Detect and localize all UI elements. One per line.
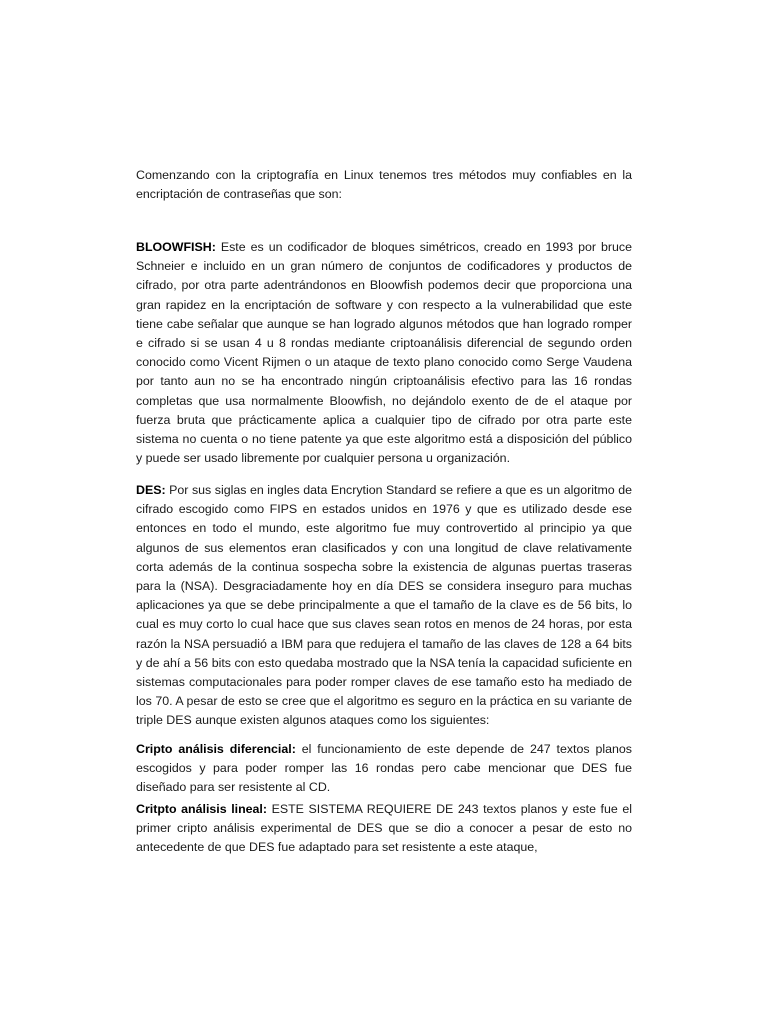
differential-heading: Cripto análisis diferencial:: [136, 742, 296, 756]
des-body: Por sus siglas en ingles data Encrytion Standard se refiere a que es un algoritmo de cifrado escogido como FIPS en estados unidos en 1976 y que es utilizado desde ese entonces en todo el mundo, este algoritmo fue muy controvertido al principio ya que algunos de sus elementos eran clasificados y con una longitud de clave relativamente corta además de la continua sospecha sobre la existencia de algunas puertas traseras para la (NSA). Desgraciadamente hoy en día DES se considera inseguro para muchas aplicaciones ya que se debe principalmente a que el tamaño de la clave es de 56 bits, lo cual es muy corto lo cual hace que sus claves sean rotos en menos de 24 horas, por esta razón la NSA persuadió a IBM para que redujera el tamaño de las claves de 128 a 64 bits y de ahí a 56 bits con esto quedaba mostrado que la NSA tenía la capacidad suficiente en sistemas computacionales para poder romper claves de ese tamaño esto ha mediado de los 70. A pesar de esto se cree que el algoritmo es seguro en la práctica en su variante de triple DES aunque existen algunos ataques como los siguientes:: [136, 483, 632, 728]
des-heading: DES:: [136, 483, 166, 497]
des-paragraph: [136, 481, 632, 731]
intro-text: Comenzando con la criptografía en Linux tenemos tres métodos muy confiables en la encriptación de contraseñas que son:: [136, 168, 632, 202]
blowfish-body: Este es un codificador de bloques simétricos, creado en 1993 por bruce Schneier e incluido en un gran número de conjuntos de codificadores y productos de cifrado, por otra parte adentrándonos en Bloowfish podemos decir que proporciona una gran rapidez en la encriptación de software y con respecto a la vulnerabilidad que este tiene cabe señalar que aunque se han logrado algunos métodos que han logrado romper e cifrado si se usan 4 u 8 rondas mediante criptoanálisis diferencial de segundo orden conocido como Vicent Rijmen o un ataque de texto plano conocido como Serge Vaudena por tanto aun no se ha encontrado ningún criptoanálisis efectivo para las 16 rondas completas que usa normalmente Bloowfish, no dejándolo exento de de el ataque por fuerza bruta que prácticamente aplica a cualquier tipo de cifrado por otra parte este sistema no cuenta o no tiene patente ya que este algoritmo está a disposición del público y puede ser usado libremente por cualquier persona u organización.: [136, 240, 632, 466]
linear-paragraph: [136, 800, 632, 858]
linear-heading: Critpto análisis lineal:: [136, 802, 268, 816]
intro-paragraph: [136, 166, 632, 204]
linear-body: ESTE SISTEMA REQUIERE DE 243 textos planos y este fue el primer cripto análisis experimental de DES que se dio a conocer a pesar de esto no antecedente de que DES fue adaptado para set resistente a este ataque,: [136, 802, 632, 855]
differential-paragraph: [136, 740, 632, 798]
blowfish-heading: BLOOWFISH:: [136, 240, 216, 254]
blowfish-paragraph: [136, 238, 632, 468]
differential-body: el funcionamiento de este depende de 247 textos planos escogidos y para poder romper las 16 rondas pero cabe mencionar que DES fue diseñado para ser resistente al CD.: [136, 742, 632, 795]
